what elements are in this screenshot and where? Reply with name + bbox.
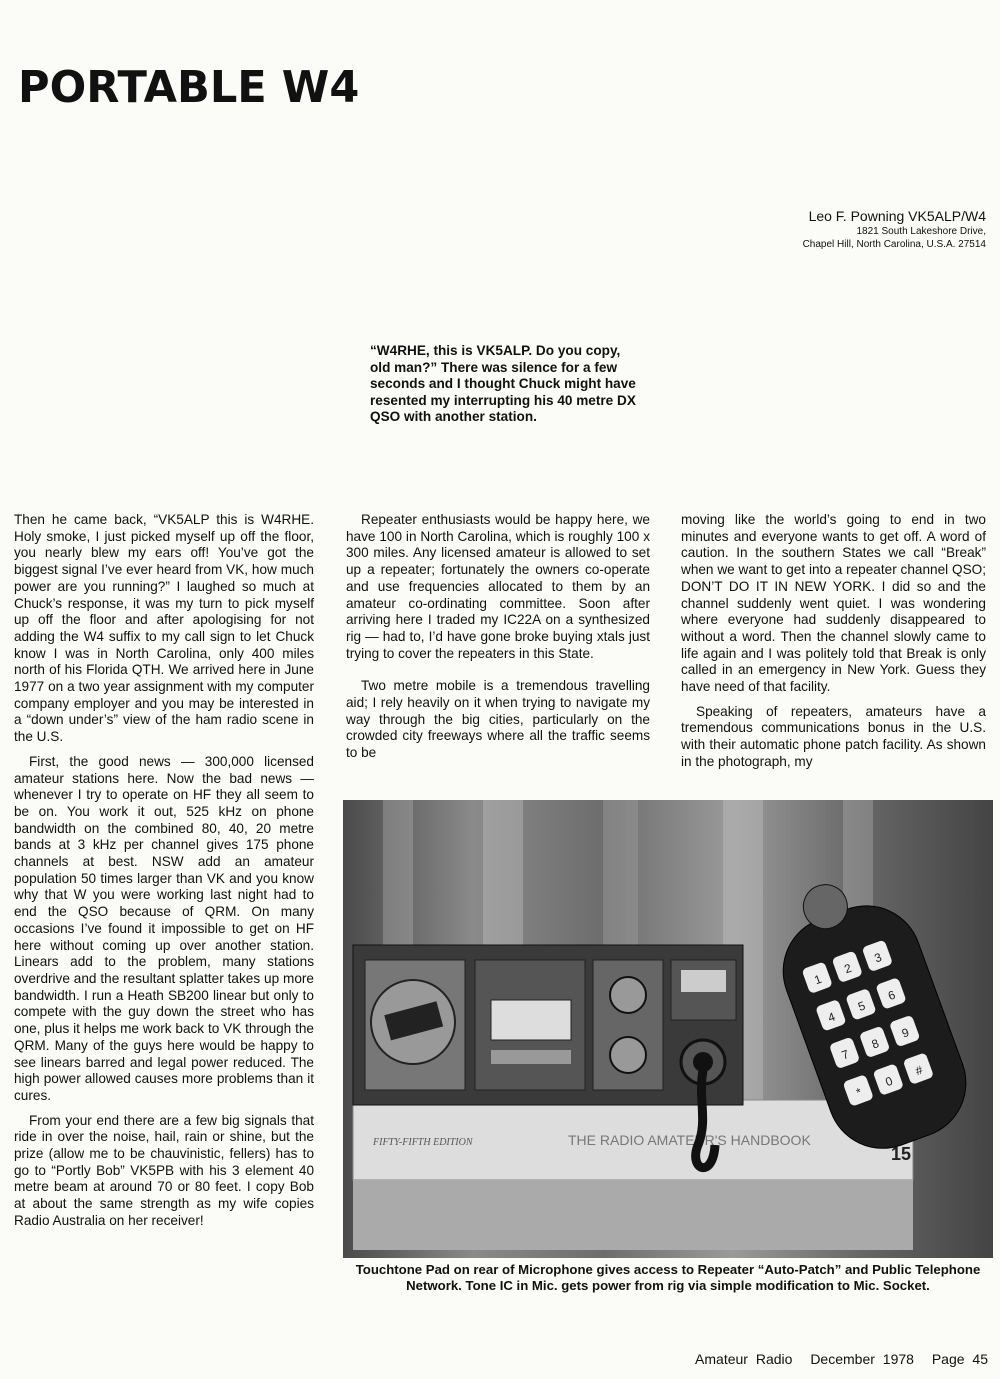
paragraph: Repeater enthusiasts would be happy here, we have 100 in North Carolina, which is roughly 100 x 300 miles. Any licensed amateur is allowed to set up a repeater; fortunately the owners co-operate and use frequencies allocated to them by an amateur co-ordinating committee. Soon after arriving here I traded my IC22A on a synthesized rig — had to, I’d have gone broke buying xtals just trying to cover the repeaters in this State. [346, 512, 650, 661]
svg-text:0: 0 [883, 1073, 895, 1090]
author-address-city: Chapel Hill, North Carolina, U.S.A. 27514 [802, 239, 986, 250]
radio-photo [343, 800, 993, 1258]
column-2 [346, 512, 650, 770]
paragraph: Speaking of repeaters, amateurs have a tremendous communications bonus in the U.S. with their automatic phone patch facility. As shown in the photograph, my [681, 703, 986, 769]
footer-publication: Amateur Radio [695, 1351, 793, 1367]
svg-text:8: 8 [869, 1036, 881, 1052]
photo-caption: Touchtone Pad on rear of Microphone gives access to Repeater “Auto-Patch” and Public Telephone Network. Tone IC in Mic. gets power from rig via simple modification to Mic. Socket. [355, 1262, 981, 1293]
paragraph: Two metre mobile is a tremendous travelling aid; I rely heavily on it when trying to navigate my way through the big cities, particularly on the crowded city freeways where all the traffic seems to be [346, 678, 650, 761]
page-footer [685, 1351, 988, 1367]
svg-text:9: 9 [899, 1025, 911, 1041]
author-address-street: 1821 South Lakeshore Drive, [856, 226, 986, 237]
lead-paragraph: “W4RHE, this is VK5ALP. Do you copy, old man?” There was silence for a few seconds and I thought Chuck might have resented my interrupting his 40 metre DX QSO with another station. [370, 343, 636, 425]
radio-photo-drawing [343, 800, 993, 1258]
paragraph: From your end there are a few big signals that ride in over the noise, hail, rain or shine, but the prize (allow me to be chauvinistic, fellers) has to go to “Portly Bob” VK5PB with his 3 element 40 metre beam at around 70 or 80 feet. I copy Bob at about the same strength as my wife copies Radio Australia on her receiver! [14, 1112, 314, 1228]
svg-text:6: 6 [886, 987, 898, 1004]
transceiver [353, 945, 743, 1105]
svg-text:*: * [854, 1084, 864, 1100]
svg-text:1: 1 [812, 971, 824, 988]
column-3 [681, 512, 986, 779]
footer-date: December 1978 [810, 1351, 914, 1367]
footer-page: Page 45 [931, 1351, 988, 1367]
book-title-text: THE RADIO AMATEUR'S HANDBOOK [568, 1132, 811, 1148]
handbook-book [353, 1100, 913, 1250]
svg-text:#: # [913, 1062, 925, 1079]
book-edition-text: FIFTY-FIFTH EDITION [373, 1137, 473, 1148]
column-1 [14, 512, 314, 1238]
svg-text:3: 3 [872, 949, 884, 966]
article-title: PORTABLE W4 [18, 62, 360, 113]
author-name: Leo F. Powning VK5ALP/W4 [808, 208, 986, 224]
svg-text:5: 5 [856, 998, 868, 1014]
paragraph: Then he came back, “VK5ALP this is W4RHE. Holy smoke, I just picked myself up off the floor, you nearly blew my ears off! You’ve got the biggest signal I’ve ever heard from VK, how much power are you running?” I laughed so much at Chuck’s response, it was my turn to pick myself up off the floor and after apologising for not adding the W4 suffix to my call sign to let Chuck know I was in North Carolina, only 400 miles north of his Florida QTH. We arrived here in June 1977 on a two year assignment with my computer company employer and you may be interested in a “down under’s” view of the ham radio scene in the U.S. [14, 512, 314, 745]
paragraph: moving like the world’s going to end in two minutes and everyone wants to get off. A word of caution. In the southern States we call “Break” when we want to get into a repeater channel QSO; DON’T DO IT IN NEW YORK. I did so and the channel suddenly went quiet. I was wondering where everyone had suddenly disappeared to without a word. Then the channel slowly came to life again and I was politely told that Break is only called in an emergency in New York. Guess they have need of that facility. [681, 512, 986, 695]
byline [803, 208, 986, 251]
svg-text:2: 2 [842, 960, 854, 977]
svg-text:7: 7 [839, 1047, 851, 1063]
book-spine-text: 15 [891, 1144, 912, 1164]
paragraph: First, the good news — 300,000 licensed amateur stations here. Now the bad news — whenever I try to operate on HF they all seem to be on. You work it out, 525 kHz on phone bandwidth on the combined 80, 40, 20 metre bands at 3 kHz per channel gives 175 phone channels at best. NSW add an amateur population 50 times larger than VK and you know why that W you were working last night had to end the QSO because of QRM. On many occasions I’ve found it impossible to get on HF here without coming up over another station. Linears add to the problem, many stations overdrive and the resultant splatter takes up more bandwidth. I run a Heath SB200 linear but only to compete with the guy down the street who has one, plus it helps me work back to VK through the QRM. Many of the guys here would be happy to see linears barred and legal power reduced. The high power allowed causes more problems than it cures. [14, 753, 314, 1103]
svg-text:4: 4 [826, 1009, 838, 1025]
